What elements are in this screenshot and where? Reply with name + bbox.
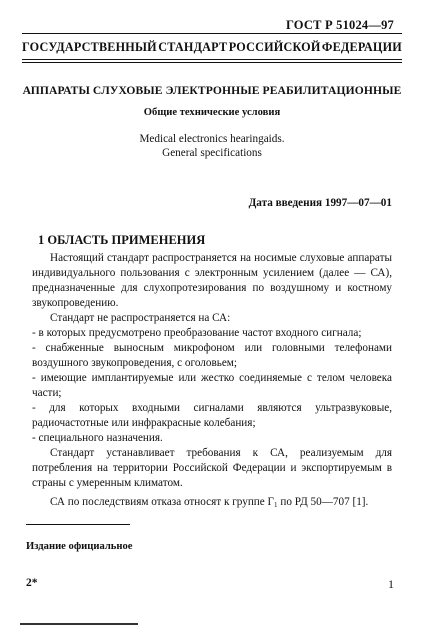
header-rule xyxy=(22,59,402,60)
english-title-line: Medical electronics hearingaids. xyxy=(139,133,285,145)
state-standard-header xyxy=(22,40,402,55)
paragraph-text: СА по последствиям отказа относят к группе Г xyxy=(50,496,275,508)
signature-mark: 2* xyxy=(26,577,38,589)
paragraph: Настоящий стандарт распространяется на носимые слуховые аппараты индивидуального пользования с электронным усилением (далее — СА), предназначенные для слухопротезирования по воздушному и костному звукопроведению. xyxy=(32,252,392,309)
page-number: 1 xyxy=(388,577,394,591)
list-item: - снабженные выносным микрофоном или головными телефонами воздушного звукопроведения, с оголовьем; xyxy=(32,342,392,369)
state-standard-word: ГОСУДАРСТВЕННЫЙ xyxy=(22,40,157,54)
standard-number: ГОСТ Р 51024—97 xyxy=(285,18,394,32)
state-standard-word: СТАНДАРТ xyxy=(158,40,228,54)
english-title xyxy=(0,132,424,160)
list-item: - для которых входными сигналами являются ультразвуковые, радиочастотные или инфракрасные колебания; xyxy=(32,402,392,429)
footer-rule xyxy=(26,524,130,525)
section-body xyxy=(32,251,392,513)
paragraph: Стандарт устанавливает требования к СА, реализуемым для потребления на территории Российской Федерации и экспортируемым в страны с умеренным климатом. xyxy=(32,447,392,489)
list-item: - имеющие имплантируемые или жестко соединяемые с телом человека части; xyxy=(32,372,392,399)
official-edition-label: Издание официальное xyxy=(26,541,133,552)
paragraph-text: по РД 50—707 [1]. xyxy=(277,496,369,508)
paragraph xyxy=(32,495,392,513)
group-subscript: 1 xyxy=(274,501,278,509)
document-title: АППАРАТЫ СЛУХОВЫЕ ЭЛЕКТРОННЫЕ РЕАБИЛИТАЦИОННЫЕ xyxy=(22,84,402,97)
state-standard-word: ФЕДЕРАЦИИ xyxy=(321,40,402,54)
top-rule xyxy=(22,33,402,34)
list-item: - специального назначения. xyxy=(32,432,163,444)
state-standard-word: РОССИЙСКОЙ xyxy=(228,40,321,54)
document-subtitle: Общие технические условия xyxy=(143,107,281,118)
introduction-date: Дата введения 1997—07—01 xyxy=(248,197,392,209)
scan-edge-mark xyxy=(20,623,138,625)
section-heading: 1 ОБЛАСТЬ ПРИМЕНЕНИЯ xyxy=(38,233,206,247)
header-rule-double xyxy=(22,62,402,63)
english-title-line: General specifications xyxy=(162,147,262,159)
paragraph: Стандарт не распространяется на СА: xyxy=(50,312,231,324)
list-item: - в которых предусмотрено преобразование частот входного сигнала; xyxy=(32,327,362,339)
